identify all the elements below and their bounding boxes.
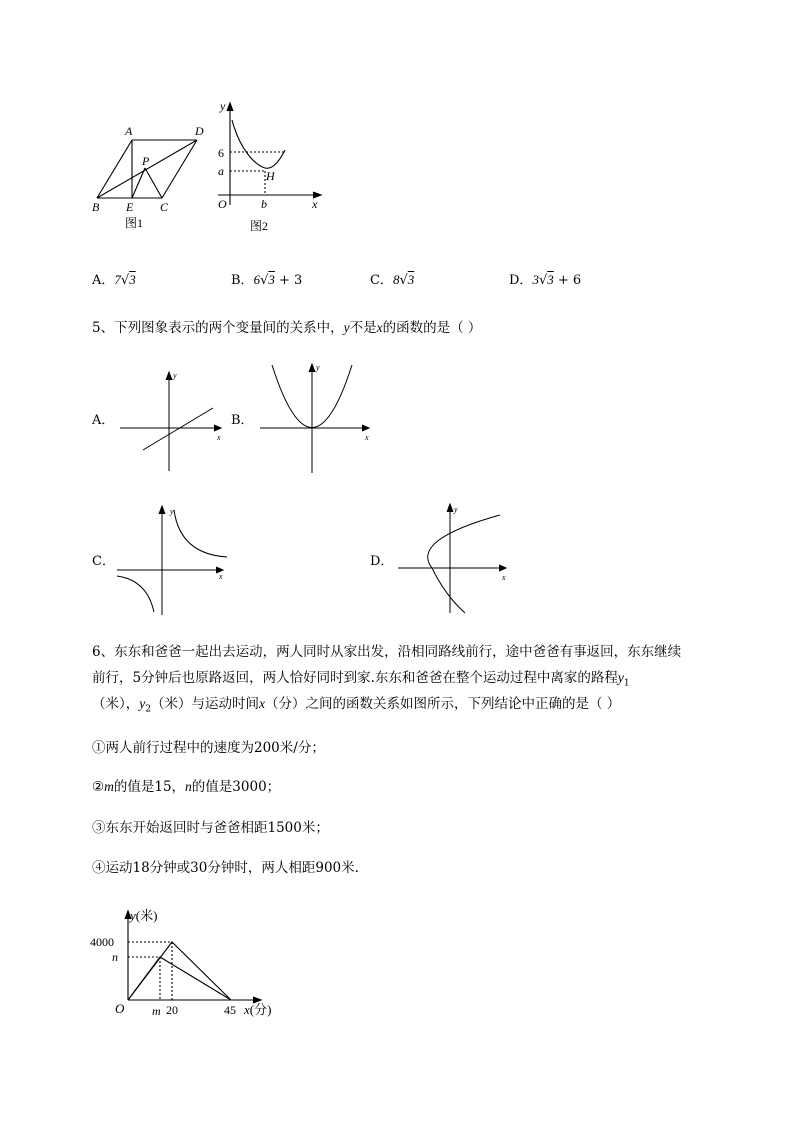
q4-option-a[interactable]: A．7√3 <box>92 272 136 288</box>
q5-graph-a[interactable] <box>115 368 230 478</box>
q5a-axis-x: x <box>217 433 221 442</box>
fig1-label-e: E <box>126 200 134 214</box>
fig1-label-c: C <box>160 200 169 214</box>
q5d-axis-y: y <box>454 505 458 514</box>
q5c-axis-y: y <box>170 507 174 516</box>
q5-option-c-label[interactable]: C． <box>92 554 115 569</box>
fig2-label-y: y <box>220 99 226 113</box>
fig2-label-b: b <box>261 197 267 211</box>
q6-graph-x45: 45 <box>224 1003 236 1017</box>
fig1-label-a: A <box>125 124 133 138</box>
q5b-axis-x: x <box>365 433 369 442</box>
fig2-label-6: 6 <box>218 146 224 160</box>
q6-graph-origin: O <box>115 1001 125 1016</box>
q5d-axis-x: x <box>502 573 506 582</box>
q4-option-d[interactable]: D．3√3 + 6 <box>509 272 582 288</box>
q5a-axis-y: y <box>173 371 177 380</box>
q4-figure-2 <box>210 95 340 235</box>
fig1-label-b: B <box>92 200 100 214</box>
q4-figure-1 <box>85 120 215 235</box>
q5-graph-d[interactable] <box>395 500 515 618</box>
fig2-label-h: H <box>266 169 275 183</box>
q6-stem-line2: 前行，5分钟后也原路返回，两人恰好同时到家.东东和爸爸在整个运动过程中离家的路程$y_1$ <box>92 670 630 689</box>
q6-graph-ylabel: y(米) <box>130 908 158 923</box>
q6-conclusion-2: ②m的值是15，n的值是3000； <box>92 779 281 795</box>
fig2-label-o: O <box>218 197 227 211</box>
q6-graph-xlabel: x(分) <box>244 1002 272 1017</box>
fig2-label-a: a <box>218 164 224 178</box>
q5-option-b-label[interactable]: B． <box>231 413 254 428</box>
q6-graph <box>88 900 288 1025</box>
q5-stem: 5、下列图象表示的两个变量间的关系中，y不是x的函数的是（ ） <box>92 320 482 336</box>
fig2-caption: 图2 <box>250 219 269 233</box>
q6-conclusion-4: ④运动18分钟或30分钟时，两人相距900米. <box>92 860 359 876</box>
q6-graph-x20: 20 <box>166 1003 178 1017</box>
q5c-axis-x: x <box>219 572 223 581</box>
q5-graph-b[interactable] <box>255 360 380 478</box>
q6-stem-line1: 6、东东和爸爸一起出去运动，两人同时从家出发，沿相同路线前行，途中爸爸有事返回，东东继续 <box>92 644 682 660</box>
q6-stem-line3: （米），$y_2$（米）与运动时间x（分）之间的函数关系如图所示，下列结论中正确的是（ ） <box>92 696 621 715</box>
q6-graph-y4000: 4000 <box>90 935 114 949</box>
q5b-axis-y: y <box>316 363 320 372</box>
fig1-label-d: D <box>195 124 204 138</box>
q6-conclusion-3: ③东东开始返回时与爸爸相距1500米； <box>92 820 329 836</box>
fig1-label-p: P <box>142 154 150 168</box>
q5-option-a-label[interactable]: A． <box>92 413 115 428</box>
fig2-label-x: x <box>312 197 318 211</box>
q6-graph-yn: n <box>112 950 118 964</box>
q6-graph-xm: m <box>152 1004 161 1018</box>
fig1-caption: 图1 <box>125 216 144 230</box>
q5-option-d-label[interactable]: D． <box>370 554 394 569</box>
q5-graph-c[interactable] <box>112 502 232 620</box>
q4-option-b[interactable]: B．6√3 + 3 <box>231 272 303 288</box>
q4-option-c[interactable]: C．8√3 <box>370 272 415 288</box>
q6-conclusion-1: ①两人前行过程中的速度为200米/分； <box>92 740 325 756</box>
